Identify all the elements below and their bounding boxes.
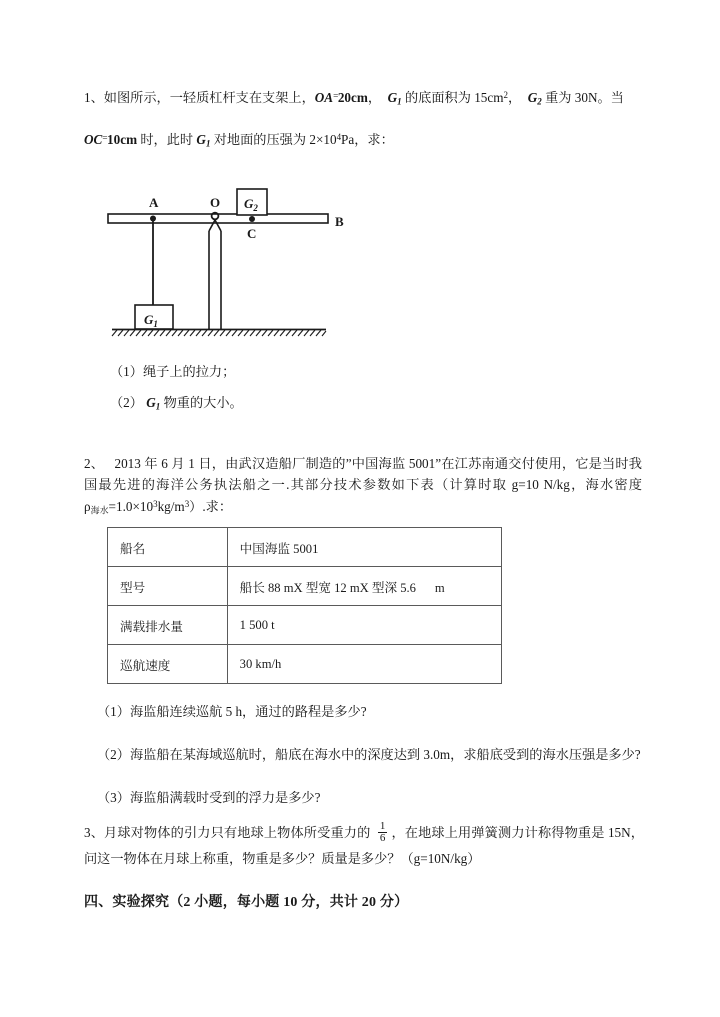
problem2-text-part1: 2、 2013 年 6 月 1 日，由武汉造船厂制造的”中国海监 5001”在江苏南通交付使用，它是当时我国最先进的海洋公务执法船之一.其部分技术参数如下表（计算时取 g=10 N/kg，海水密度	[84, 456, 642, 493]
g2-symbol: G	[527, 90, 538, 105]
seawater-density-value: =1.0×10	[108, 498, 154, 514]
problem1-line1-prefix: 1、如图所示，一轻质杠杆支在支架上，	[84, 90, 315, 105]
problem2-text-part2: ）.求：	[189, 498, 233, 514]
problem1-line2-mid1: 时，此时	[137, 132, 197, 147]
problem1-sub-a: （1）绳子上的拉力；	[110, 364, 236, 379]
section-4-heading: 四、实验探究（2 小题，每小题 10 分，共计 20 分）	[84, 895, 409, 910]
fraction-numerator: 1	[379, 819, 386, 832]
problem3-text-part2: ，在地球上用弹簧测力计称得物重是 15N，问这一物体在月球上称重，物重是多少？质量是多少？（g=10N/kg）	[84, 825, 644, 867]
seawater-density-unit: kg/m	[157, 498, 185, 514]
table-cell-key: 型号	[108, 567, 228, 606]
problem2-statement	[84, 453, 642, 518]
problem2-sub-b: （2）海监船在某海域巡航时，船底在海水中的深度达到 3.0m，求船底受到的海水压强是多少?	[97, 747, 641, 762]
oa-value: 20cm	[337, 90, 368, 105]
oc-label: OC	[84, 132, 103, 147]
oa-label: OA	[314, 90, 334, 105]
pressure-exponent: 4	[336, 131, 342, 142]
g1-subscript-line2: 1	[205, 138, 211, 149]
table-cell-value: 1 500 t	[227, 606, 501, 645]
table-cell-value: 船长 88 mX 型宽 12 mX 型深 5.6 m	[227, 567, 501, 606]
g2-subscript: 2	[537, 96, 542, 107]
problem1-sub-b	[110, 393, 243, 414]
problem1-line1-end: 。当	[597, 90, 624, 105]
g1-area-value: 15cm	[474, 90, 504, 105]
table-row	[108, 528, 502, 567]
label-block-g1: $G_1$	[144, 312, 158, 329]
problem2-sub-a: （1）海监船连续巡航 5 h，通过的路程是多少?	[97, 704, 367, 719]
label-block-g2: $G_2$	[244, 196, 258, 213]
oc-equals-symbol: =	[102, 133, 108, 144]
problem1-line2-mid2: 对地面的压强为	[210, 132, 310, 147]
ground-hatching	[112, 330, 326, 336]
table-row	[108, 645, 502, 684]
table-cell-key: 满载排水量	[108, 606, 228, 645]
fraction-one-sixth	[378, 821, 388, 845]
problem1-weight-text: 重为	[541, 90, 575, 105]
table-row	[108, 606, 502, 645]
label-point-o: O	[210, 195, 221, 210]
label-point-b: B	[335, 214, 344, 229]
fraction-denominator: 6	[379, 832, 386, 845]
g2-weight-value: 30N	[574, 90, 598, 105]
pressure-coefficient: 2×10	[309, 132, 337, 147]
problem1-sep-1: ，	[367, 90, 382, 105]
problem1-sub-b-prefix: （2）	[110, 395, 143, 410]
point-c-marker	[249, 216, 255, 222]
table-cell-value: 中国海监 5001	[227, 528, 501, 567]
g1-subscript: 1	[397, 96, 402, 107]
problem1-line2	[84, 130, 644, 151]
problem1-sub-b-suffix: 物重的大小。	[160, 395, 243, 410]
problem1-line1	[84, 88, 644, 109]
g1-symbol: G	[387, 90, 398, 105]
pressure-unit: Pa	[341, 132, 355, 147]
table-row	[108, 567, 502, 606]
label-point-a: A	[149, 195, 159, 210]
table-cell-value: 30 km/h	[227, 645, 501, 684]
seawater-density-symbol: ρ	[84, 498, 91, 514]
problem1-line2-end: ，求：	[354, 132, 394, 147]
problem3-statement	[84, 820, 644, 871]
problem1-sep-2: ，	[507, 90, 522, 105]
g1-symbol-line2: G	[196, 132, 206, 147]
g1-area-exponent: 2	[503, 89, 508, 100]
oc-value: 10cm	[107, 132, 138, 147]
g1-symbol-sub-b: G	[146, 395, 156, 410]
seawater-density-exponent: 3	[153, 498, 158, 509]
seawater-density-subscript: 海水	[90, 505, 109, 516]
problem3-text-part1: 3、月球对物体的引力只有地球上物体所受重力的	[84, 825, 374, 840]
oa-equals-symbol: =	[333, 91, 338, 102]
label-point-c: C	[247, 226, 257, 241]
seawater-density-unit-exponent: 3	[184, 498, 190, 509]
table-cell-key: 船名	[108, 528, 228, 567]
problem2-sub-c: （3）海监船满载时受到的浮力是多少?	[97, 790, 321, 805]
g1-subscript-sub-b: 1	[155, 401, 161, 412]
lever-on-support-diagram	[104, 186, 364, 338]
ship-specification-table	[107, 527, 502, 684]
problem1-area-text: 的底面积为	[401, 90, 475, 105]
table-cell-key: 巡航速度	[108, 645, 228, 684]
